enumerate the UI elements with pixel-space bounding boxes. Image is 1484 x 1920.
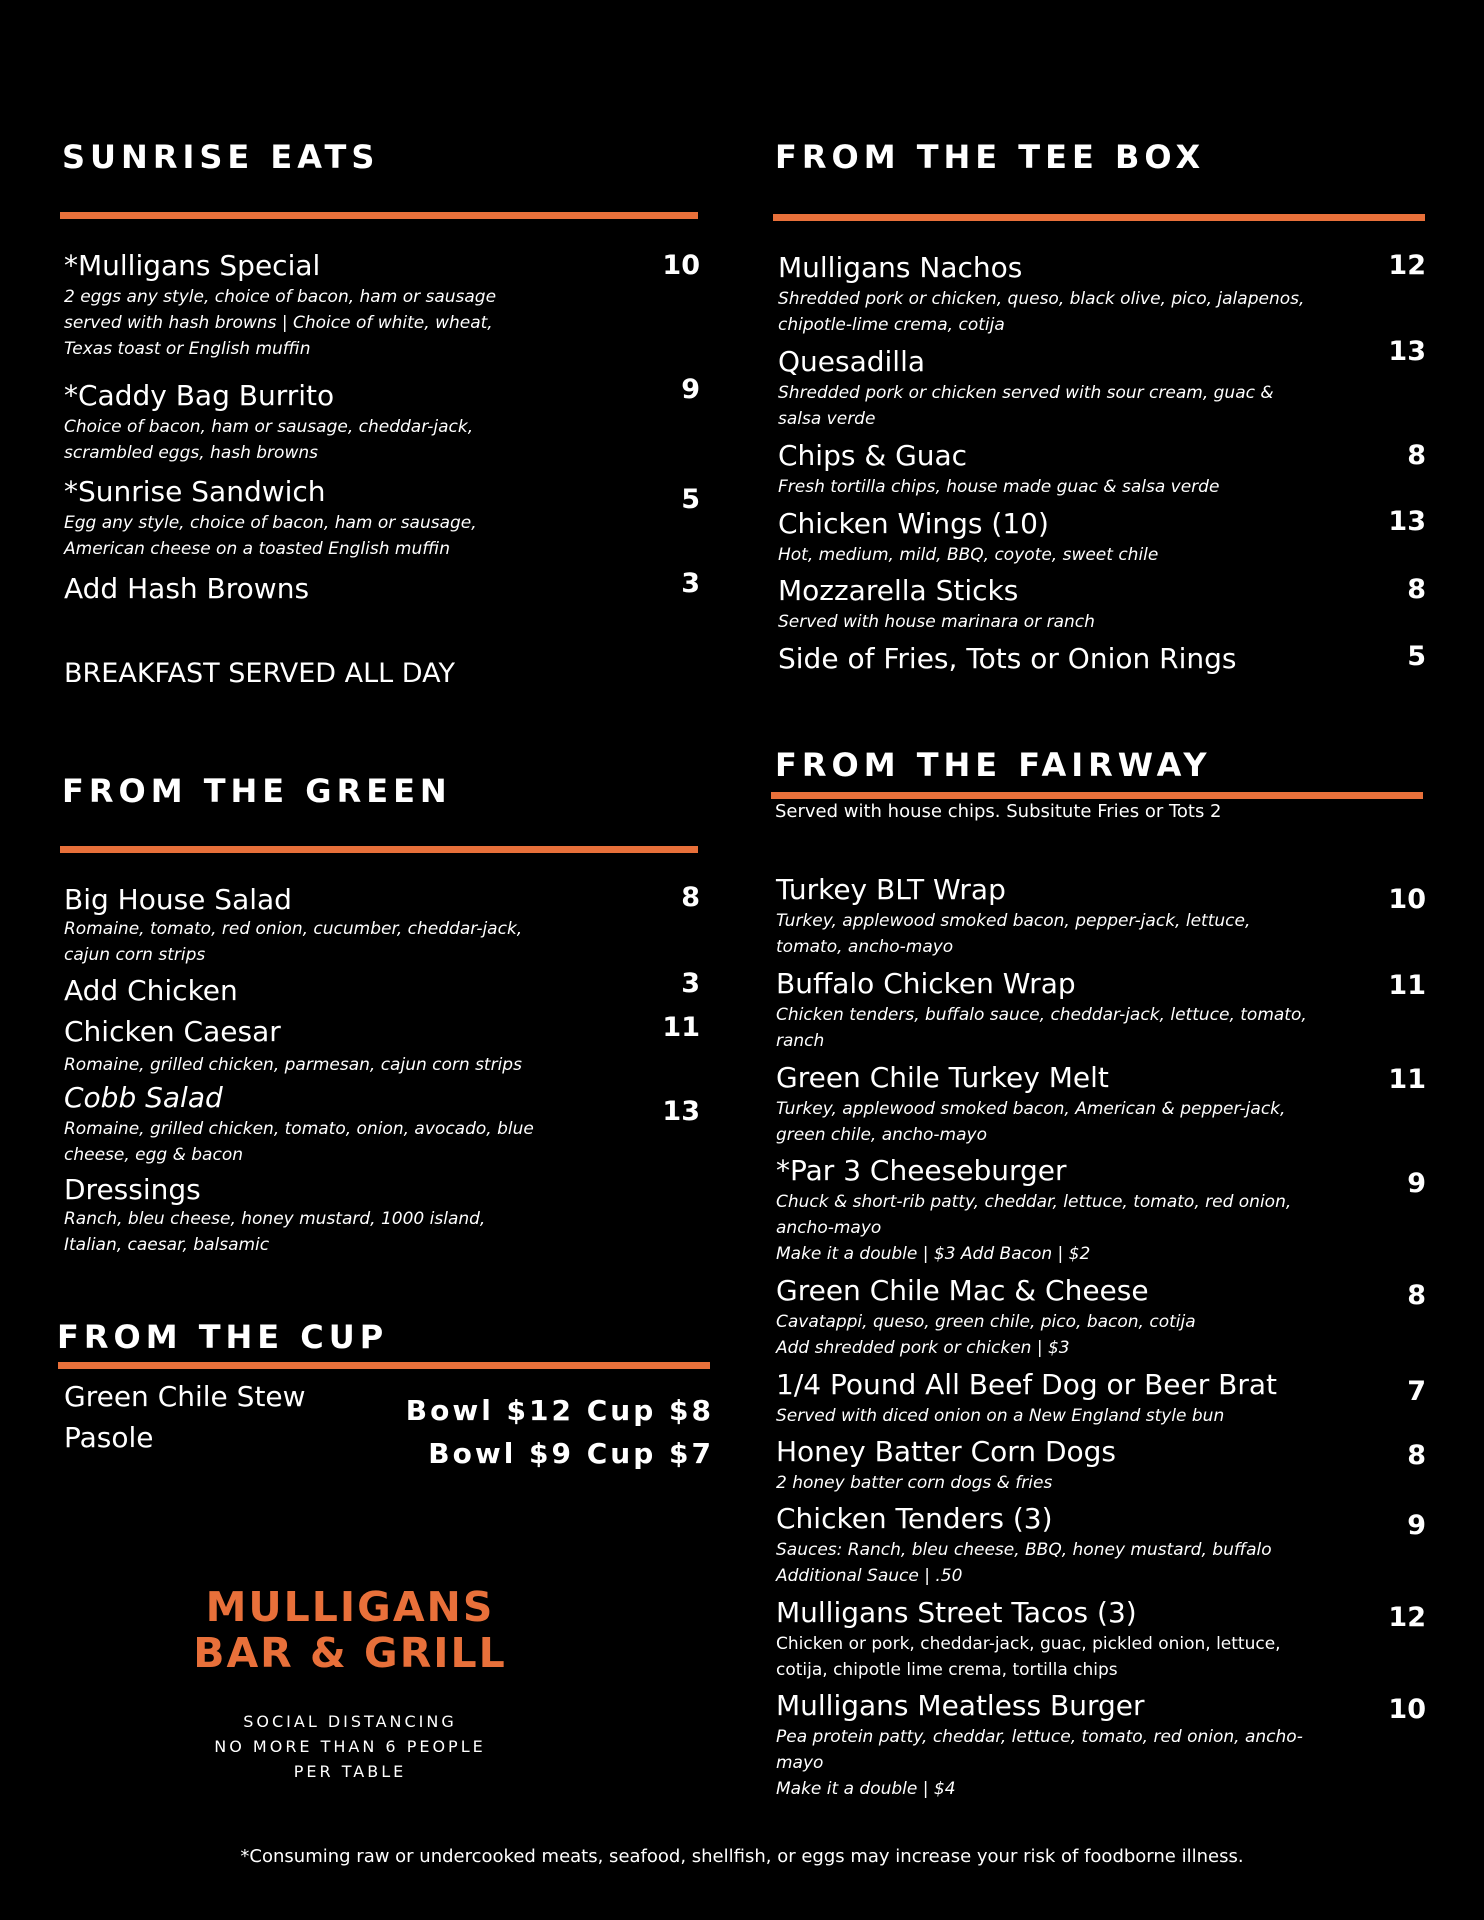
- item-name: Mozzarella Sticks: [778, 574, 1019, 607]
- brand-subname: BAR & GRILL: [193, 1629, 507, 1677]
- menu-item: [778, 643, 1318, 675]
- cup-item-name: Pasole: [64, 1421, 154, 1454]
- brand-name: MULLIGANS: [205, 1583, 495, 1631]
- item-price: 12: [1388, 1602, 1426, 1633]
- menu-item: [64, 884, 544, 968]
- item-price: 8: [681, 882, 700, 913]
- menu-item: [778, 252, 1318, 338]
- item-name: 1/4 Pound All Beef Dog or Beer Brat: [776, 1368, 1278, 1401]
- notice-line: SOCIAL DISTANCING: [243, 1712, 457, 1731]
- menu-item: [778, 508, 1318, 568]
- item-name: Mulligans Nachos: [778, 251, 1023, 284]
- brand-logo: [170, 1584, 530, 1676]
- item-name: *Mulligans Special: [64, 249, 321, 282]
- item-name: Green Chile Mac & Cheese: [776, 1274, 1149, 1307]
- menu-item: [64, 573, 544, 605]
- menu-item: [64, 1174, 544, 1258]
- cup-item-price: Bowl $12 Cup $8: [405, 1394, 714, 1427]
- menu-item: [778, 346, 1318, 432]
- item-name: Mulligans Street Tacos (3): [776, 1596, 1137, 1629]
- item-name: Quesadilla: [778, 345, 926, 378]
- section-title-cup: FROM THE CUP: [57, 1318, 389, 1356]
- item-name: Chicken Tenders (3): [776, 1502, 1053, 1535]
- item-description: Cavatappi, queso, green chile, pico, bacon, cotija: [776, 1312, 1196, 1332]
- menu-item: [776, 1690, 1316, 1802]
- item-name: *Par 3 Cheeseburger: [776, 1154, 1067, 1187]
- item-price: 9: [1407, 1168, 1426, 1199]
- item-price: 5: [681, 484, 700, 515]
- section-divider: [771, 792, 1423, 799]
- item-description: Shredded pork or chicken served with sour cream, guac & salsa verde: [778, 383, 1274, 429]
- item-price: 9: [681, 374, 700, 405]
- item-description: Turkey, applewood smoked bacon, pepper-jack, lettuce, tomato, ancho-mayo: [776, 911, 1251, 957]
- item-name: Side of Fries, Tots or Onion Rings: [778, 642, 1237, 675]
- item-name: Dressings: [64, 1173, 201, 1206]
- item-name: *Caddy Bag Burrito: [64, 379, 335, 412]
- item-extra: Add shredded pork or chicken | $3: [776, 1338, 1070, 1358]
- item-name: Honey Batter Corn Dogs: [776, 1435, 1116, 1468]
- menu-item: [64, 250, 544, 362]
- item-name: *Sunrise Sandwich: [64, 475, 326, 508]
- item-price: 10: [662, 250, 700, 281]
- menu-item: [776, 1275, 1316, 1361]
- item-price: 11: [1388, 1064, 1426, 1095]
- cup-item-name: Green Chile Stew: [64, 1380, 306, 1413]
- item-price: 12: [1388, 250, 1426, 281]
- menu-item: [776, 1062, 1316, 1148]
- menu-item: [778, 575, 1318, 635]
- item-name: Chips & Guac: [778, 439, 968, 472]
- menu-item: [776, 1503, 1316, 1589]
- item-name: Cobb Salad: [64, 1081, 223, 1114]
- menu-item: [776, 968, 1316, 1054]
- item-description: Pea protein patty, cheddar, lettuce, tomato, red onion, ancho-mayo: [776, 1727, 1303, 1773]
- food-safety-disclaimer: *Consuming raw or undercooked meats, seafood, shellfish, or eggs may increase your risk of foodborne illness.: [240, 1846, 1244, 1867]
- item-description: Romaine, tomato, red onion, cucumber, cheddar-jack, cajun corn strips: [64, 919, 523, 965]
- item-price: 8: [1407, 1280, 1426, 1311]
- item-name: Big House Salad: [64, 883, 292, 916]
- section-title-tee-box: FROM THE TEE BOX: [775, 138, 1206, 176]
- item-price: 9: [1407, 1510, 1426, 1541]
- item-description: Shredded pork or chicken, queso, black olive, pico, jalapenos, chipotle-lime crema, cotija: [778, 289, 1305, 335]
- item-description: Served with diced onion on a New England style bun: [776, 1406, 1225, 1426]
- item-price: 8: [1407, 440, 1426, 471]
- item-name: Turkey BLT Wrap: [776, 873, 1006, 906]
- item-description: Egg any style, choice of bacon, ham or sausage, American cheese on a toasted English muffin: [64, 513, 477, 559]
- menu-item: [64, 1082, 544, 1168]
- section-title-sunrise: SUNRISE EATS: [62, 138, 380, 176]
- section-divider: [58, 1362, 710, 1369]
- item-extra: Additional Sauce | .50: [776, 1566, 963, 1586]
- breakfast-note: BREAKFAST SERVED ALL DAY: [64, 658, 455, 689]
- item-extra: Make it a double | $4: [776, 1779, 956, 1799]
- section-title-green: FROM THE GREEN: [62, 772, 452, 810]
- item-price: 10: [1388, 884, 1426, 915]
- item-price: 8: [1407, 1440, 1426, 1471]
- distancing-notice: [170, 1709, 530, 1784]
- item-name: Green Chile Turkey Melt: [776, 1061, 1109, 1094]
- item-extra: Make it a double | $3 Add Bacon | $2: [776, 1244, 1091, 1264]
- section-subtitle: Served with house chips. Subsitute Fries or Tots 2: [775, 801, 1222, 822]
- menu-item: [64, 1016, 544, 1078]
- item-price: 7: [1407, 1376, 1426, 1407]
- menu-item: [776, 1597, 1316, 1683]
- item-price: 13: [1388, 336, 1426, 367]
- cup-item-price: Bowl $9 Cup $7: [428, 1437, 714, 1470]
- item-price: 8: [1407, 574, 1426, 605]
- item-price: 10: [1388, 1694, 1426, 1725]
- item-name: Add Hash Browns: [64, 572, 310, 605]
- section-divider: [60, 212, 698, 219]
- item-description: Served with house marinara or ranch: [778, 612, 1095, 632]
- section-title-fairway: FROM THE FAIRWAY: [775, 746, 1212, 784]
- menu-item: [776, 1369, 1316, 1429]
- menu-item: [776, 1155, 1316, 1267]
- item-name: Add Chicken: [64, 974, 238, 1007]
- item-description: Fresh tortilla chips, house made guac & salsa verde: [778, 477, 1220, 497]
- item-description: Chicken or pork, cheddar-jack, guac, pickled onion, lettuce, cotija, chipotle lime crema, tortilla chips: [776, 1634, 1281, 1680]
- item-description: Choice of bacon, ham or sausage, cheddar-jack, scrambled eggs, hash browns: [64, 417, 474, 463]
- item-price: 11: [662, 1012, 700, 1043]
- item-description: Chuck & short-rib patty, cheddar, lettuce, tomato, red onion, ancho-mayo: [776, 1192, 1292, 1238]
- item-price: 13: [662, 1096, 700, 1127]
- item-description: Hot, medium, mild, BBQ, coyote, sweet chile: [778, 545, 1159, 565]
- item-name: Chicken Wings (10): [778, 507, 1049, 540]
- item-description: Ranch, bleu cheese, honey mustard, 1000 island, Italian, caesar, balsamic: [64, 1209, 486, 1255]
- item-name: Chicken Caesar: [64, 1015, 281, 1048]
- menu-item: [776, 1436, 1316, 1496]
- item-description: Romaine, grilled chicken, tomato, onion, avocado, blue cheese, egg & bacon: [64, 1119, 534, 1165]
- menu-item: [64, 476, 544, 562]
- notice-line: NO MORE THAN 6 PEOPLE: [214, 1737, 486, 1756]
- item-description: Turkey, applewood smoked bacon, American & pepper-jack, green chile, ancho-mayo: [776, 1099, 1286, 1145]
- menu-item: [64, 380, 544, 466]
- item-description: 2 honey batter corn dogs & fries: [776, 1473, 1053, 1493]
- item-price: 3: [681, 568, 700, 599]
- item-name: Mulligans Meatless Burger: [776, 1689, 1145, 1722]
- item-description: Sauces: Ranch, bleu cheese, BBQ, honey mustard, buffalo: [776, 1540, 1272, 1560]
- item-name: Buffalo Chicken Wrap: [776, 967, 1076, 1000]
- item-price: 13: [1388, 506, 1426, 537]
- item-description: 2 eggs any style, choice of bacon, ham or sausage served with hash browns | Choice of white, wheat, Texas toast or English muffin: [64, 287, 497, 359]
- notice-line: PER TABLE: [293, 1762, 407, 1781]
- section-divider: [773, 214, 1425, 221]
- section-divider: [60, 846, 698, 853]
- menu-item: [64, 975, 544, 1007]
- item-description: Romaine, grilled chicken, parmesan, cajun corn strips: [64, 1055, 522, 1075]
- item-price: 3: [681, 968, 700, 999]
- menu-item: [778, 440, 1318, 500]
- item-price: 11: [1388, 970, 1426, 1001]
- menu-item: [776, 874, 1316, 960]
- item-description: Chicken tenders, buffalo sauce, cheddar-jack, lettuce, tomato, ranch: [776, 1005, 1307, 1051]
- item-price: 5: [1407, 641, 1426, 672]
